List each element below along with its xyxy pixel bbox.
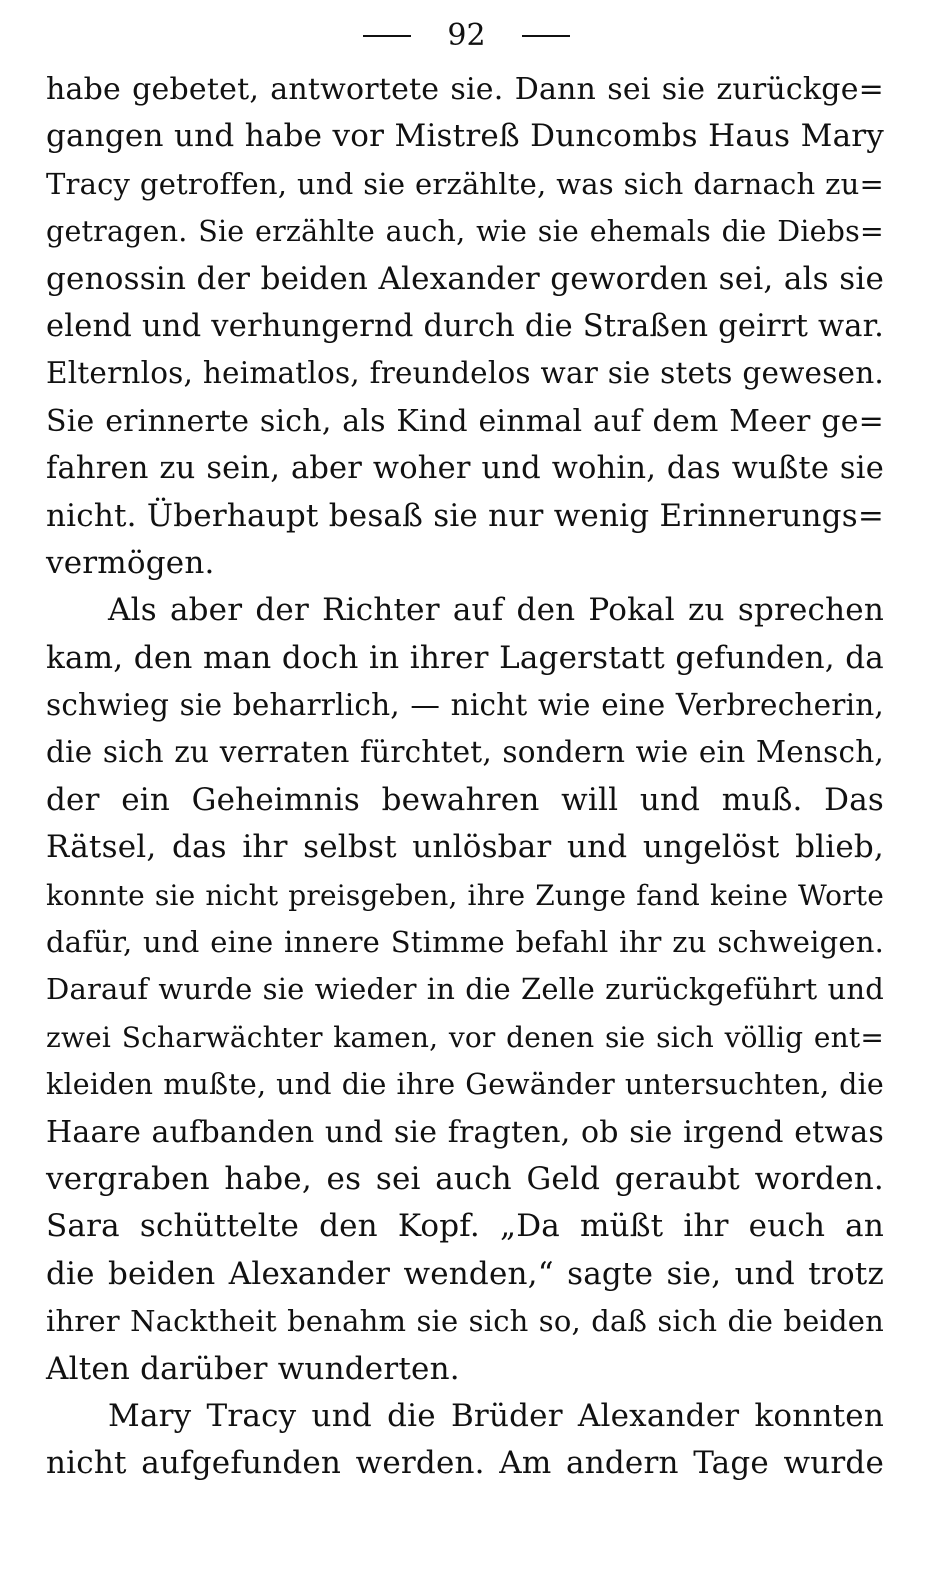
page-number: 92 <box>447 18 486 53</box>
text-line: Tracy getroffen, und sie erzählte, was sich darnach zu= <box>46 166 884 201</box>
text-line: Haare aufbanden und sie fragten, ob sie irgend etwas <box>46 1114 884 1150</box>
text-line: Elternlos, heimatlos, freundelos war sie stets gewesen. <box>46 356 884 391</box>
text-line: Alten darüber wunderten. <box>46 1350 460 1387</box>
text-line: Rätsel, das ihr selbst unlösbar und ungelöst blieb, <box>46 829 884 866</box>
text-line: gangen und habe vor Mistreß Duncombs Haus Mary <box>46 118 884 155</box>
text-line: vermögen. <box>46 544 215 581</box>
text-line: fahren zu sein, aber woher und wohin, das wußte sie <box>46 451 884 487</box>
text-line: Sara schüttelte den Kopf. „Da müßt ihr euch an <box>46 1208 884 1245</box>
text-line: Mary Tracy und die Brüder Alexander konnten <box>108 1397 884 1434</box>
text-line: zwei Scharwächter kamen, vor denen sie sich völlig ent= <box>46 1020 884 1054</box>
text-line: kleiden mußte, und die ihre Gewänder untersuchten, die <box>46 1068 884 1102</box>
text-line: ihrer Nacktheit benahm sie sich so, daß sich die beiden <box>46 1304 884 1339</box>
text-line: elend und verhungernd durch die Straßen geirrt war. <box>46 308 884 344</box>
text-line: getragen. Sie erzählte auch, wie sie ehemals die Diebs= <box>46 215 884 249</box>
text-line: die beiden Alexander wenden,“ sagte sie, und trotz <box>46 1255 884 1292</box>
header-dash-left <box>363 35 411 37</box>
page-header <box>0 14 933 58</box>
header-dash-right <box>522 35 570 37</box>
text-line: nicht. Überhaupt besaß sie nur wenig Erinnerungs= <box>46 497 884 534</box>
text-line: genossin der beiden Alexander geworden sei, als sie <box>46 260 884 297</box>
text-line: habe gebetet, antwortete sie. Dann sei sie zurückge= <box>46 72 884 107</box>
text-line: schwieg sie beharrlich, — nicht wie eine Verbrecherin, <box>46 688 884 723</box>
text-line: die sich zu verraten fürchtet, sondern wie ein Mensch, <box>46 735 884 770</box>
body-text <box>46 66 884 1488</box>
text-line: Darauf wurde sie wieder in die Zelle zurückgeführt und <box>46 972 884 1007</box>
text-line: der ein Geheimnis bewahren will und muß. Das <box>46 781 884 818</box>
text-line: Sie erinnerte sich, als Kind einmal auf dem Meer ge= <box>46 403 884 439</box>
text-line: kam, den man doch in ihrer Lagerstatt gefunden, da <box>46 639 884 676</box>
text-line: konnte sie nicht preisgeben, ihre Zunge fand keine Worte <box>46 878 884 912</box>
text-line: dafür, und eine innere Stimme befahl ihr zu schweigen. <box>46 925 884 960</box>
text-line: Als aber der Richter auf den Pokal zu sprechen <box>108 592 884 629</box>
text-line: nicht aufgefunden werden. Am andern Tage wurde <box>46 1445 884 1482</box>
text-line: vergraben habe, es sei auch Geld geraubt worden. <box>46 1160 884 1197</box>
